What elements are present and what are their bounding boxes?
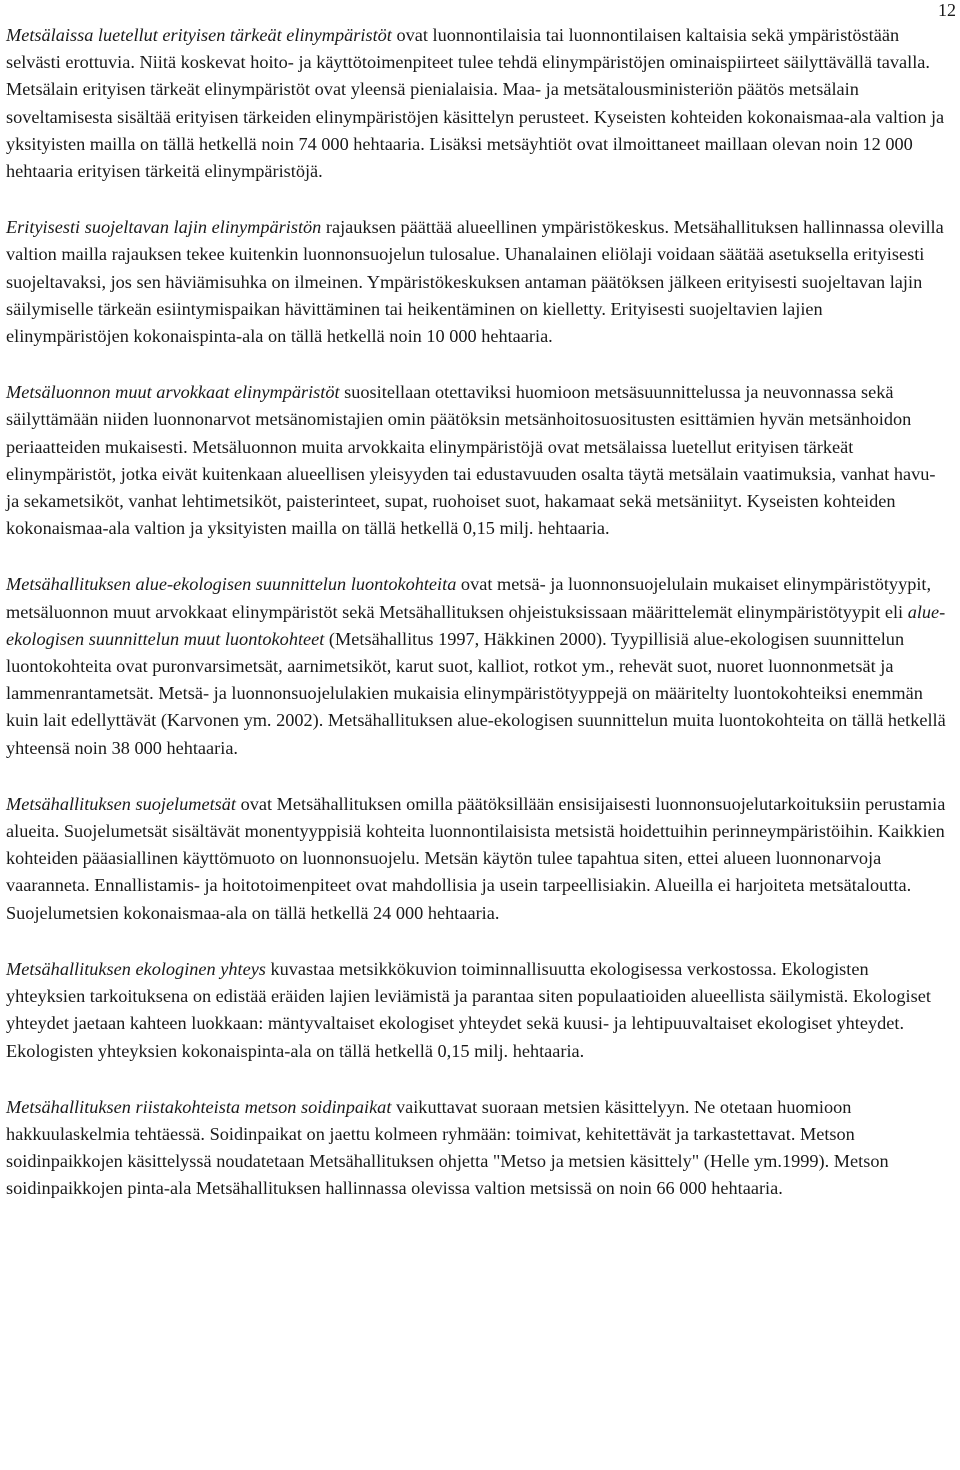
paragraph-text: (Metsähallitus 1997, Häkkinen 2000). Tyypillisiä alue-ekologisen suunnittelun luontokohteita ovat puronvarsimetsät, aarnimetsiköt, karut suot, kalliot, rotkot ym., rehevät suot, nuoret luonnonmetsät ja lammenrantametsät. Metsä- ja luonnonsuojelulakien mukaisia elinympäristötyyppejä on määritelty luontokohteiksi enemmän kuin lait edellyttävät (Karvonen ym. 2002). Metsähallituksen alue-ekologisen suunnittelun muita luontokohteita on tällä hetkellä yhteensä noin 38 000 hehtaaria. bbox=[6, 628, 946, 758]
paragraph bbox=[6, 791, 948, 927]
paragraph bbox=[6, 214, 948, 350]
term: Metsähallituksen suojelumetsät bbox=[6, 793, 237, 814]
term: Metsähallituksen riistakohteista metson soidinpaikat bbox=[6, 1096, 392, 1117]
term: alue-ekologisen suunnittelun muut luontokohteet bbox=[6, 601, 946, 649]
paragraph-text: ovat luonnontilaisia tai luonnontilaisen kaltaisia sekä ympäristöstään selvästi erottuvia. Niitä koskevat hoito- ja käyttötoimenpiteet tulee tehdä elinympäristöjen ominaispiirteet säilyttävällä tavalla. Metsälain erityisen tärkeät elinympäristöt ovat yleensä pienialaisia. Maa- ja metsätalousministeriön päätös metsälain soveltamisesta sisältää erityisen tärkeiden elinympäristöjen käsittelyn perusteet. Kyseisten kohteiden kokonaismaa-ala valtion ja yksityisten mailla on tällä hetkellä noin 74 000 hehtaaria. Lisäksi metsäyhtiöt ovat ilmoittaneet maillaan olevan noin 12 000 hehtaaria erityisen tärkeitä elinympäristöjä. bbox=[6, 25, 945, 182]
paragraph-text: kuvastaa metsikkökuvion toiminnallisuutta ekologisessa verkostossa. Ekologisten yhteyksien tarkoituksena on edistää eräiden lajien leviämistä ja parantaa siten populaatioiden alueellista säilymistä. Ekologiset yhteydet jaetaan kahteen luokkaan: mäntyvaltaiset ekologiset yhteydet sekä kuusi- ja lehtipuuvaltaiset ekologiset yhteydet. Ekologisten yhteyksien kokonaispinta-ala on tällä hetkellä 0,15 milj. hehtaaria. bbox=[6, 958, 931, 1061]
paragraph-text: suositellaan otettaviksi huomioon metsäsuunnittelussa ja neuvonnassa sekä säilyttämään niiden luonnonarvot metsänomistajien omin päätöksin metsänhoitosuositusten esittämien hyvän metsänhoidon periaatteiden mukaisesti. Metsäluonnon muita arvokkaita elinympäristöjä ovat metsälaissa luetellut erityisen tärkeät elinympäristöt, jotka eivät kuitenkaan alueellisen yleisyyden tai edustavuuden osalta täytä metsälain vaatimuksia, vanhat havu- ja sekametsiköt, vanhat lehtimetsiköt, paisterinteet, supat, ruohoiset suot, hakamaat sekä metsäniityt. Kyseisten kohteiden kokonaismaa-ala valtion ja yksityisten mailla on tällä hetkellä 0,15 milj. hehtaaria. bbox=[6, 382, 936, 539]
paragraph-text: vaikuttavat suoraan metsien käsittelyyn. Ne otetaan huomioon hakkuulaskelmia tehtäessä. Soidinpaikat on jaettu kolmeen ryhmään: toimivat, kehitettävät ja tarkastettavat. Metson soidinpaikkojen käsittelyssä noudatetaan Metsähallituksen ohjetta "Metso ja metsien käsittely" (Helle ym.1999). Metson soidinpaikkojen pinta-ala Metsähallituksen hallinnassa olevissa valtion metsissä on noin 66 000 hehtaaria. bbox=[6, 1096, 889, 1199]
term: Metsähallituksen alue-ekologisen suunnittelun luontokohteita bbox=[6, 574, 457, 595]
paragraph bbox=[6, 379, 948, 542]
term: Erityisesti suojeltavan lajin elinympäristön bbox=[6, 217, 322, 238]
paragraph-text: rajauksen päättää alueellinen ympäristökeskus. Metsähallituksen hallinnassa olevilla valtion mailla rajauksen tekee kuitenkin luonnonsuojelun tulosalue. Uhanalainen eliölaji voidaan säätää asetuksella erityisesti suojeltavaksi, jos sen häviämisuhka on ilmeinen. Ympäristökeskuksen antaman päätöksen jälkeen erityisesti suojeltavan lajin säilymiselle tärkeän esiintymispaikan hävittäminen tai heikentäminen on kielletty. Erityisesti suojeltavien lajien elinympäristöjen kokonaispinta-ala on tällä hetkellä noin 10 000 hehtaaria. bbox=[6, 217, 944, 347]
term: Metsälaissa luetellut erityisen tärkeät elinympäristöt bbox=[6, 25, 392, 45]
paragraph bbox=[6, 571, 948, 761]
page-number: 12 bbox=[938, 0, 956, 20]
term: Metsäluonnon muut arvokkaat elinympäristöt bbox=[6, 382, 340, 403]
paragraph bbox=[6, 956, 948, 1065]
term: Metsähallituksen ekologinen yhteys bbox=[6, 958, 266, 979]
paragraph-text: ovat Metsähallituksen omilla päätöksillään ensisijaisesti luonnonsuojelutarkoituksiin perustamia alueita. Suojelumetsät sisältävät monentyyppisiä kohteita luonnontilaisista metsistä hoidettuihin perinneympäristöihin. Kaikkien kohteiden pääasiallinen käyttömuoto on luonnonsuojelu. Metsän käytön tulee tapahtua siten, ettei alueen luonnonarvoja vaaranneta. Ennallistamis- ja hoitotoimenpiteet ovat mahdollisia ja usein tarpeellisiakin. Alueilla ei harjoiteta metsätaloutta. Suojelumetsien kokonaismaa-ala on tällä hetkellä 24 000 hehtaaria. bbox=[6, 793, 946, 923]
paragraph-text: ovat metsä- ja luonnonsuojelulain mukaiset elinympäristötyypit, metsäluonnon muut arvokkaat elinympäristöt sekä Metsähallituksen ohjeistuksissaan määrittelemät elinympäristötyypit eli bbox=[6, 574, 932, 622]
document-body bbox=[6, 22, 948, 1232]
paragraph bbox=[6, 1094, 948, 1203]
paragraph bbox=[6, 22, 948, 185]
